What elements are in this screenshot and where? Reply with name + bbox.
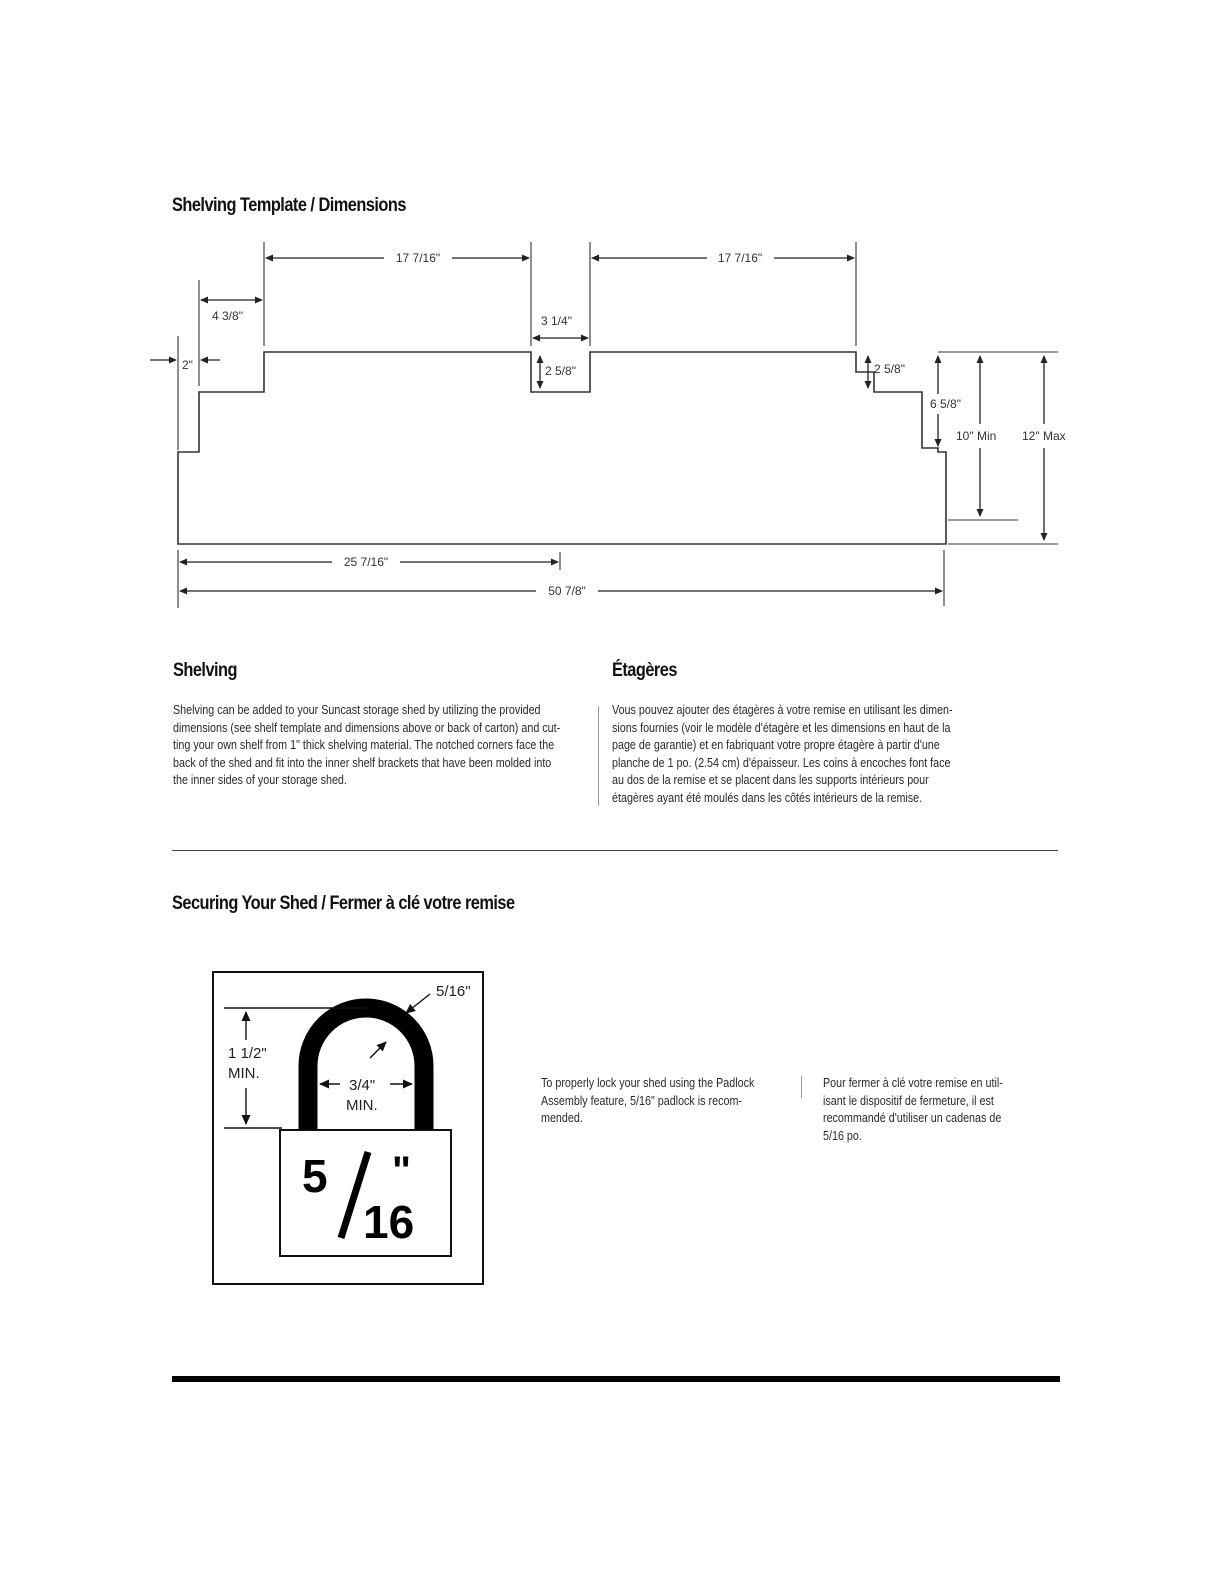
text-line: Assembly feature, 5/16" padlock is recom- (541, 1093, 742, 1108)
label-width-value: 3/4" (349, 1077, 376, 1094)
label-notch-h2: 2 5/8" (874, 362, 905, 376)
text-line: back of the shed and fit into the inner shelf brackets that have been molded into (173, 755, 552, 770)
label-depth-step: 6 5/8" (930, 397, 961, 411)
text-line: dimensions (see shelf template and dimensions above or back of carton) and cut- (173, 720, 561, 735)
text-line: To properly lock your shed using the Padlock (541, 1076, 755, 1090)
text-line: sions fournies (voir le modèle d'étagère et les dimensions en haut de la (612, 720, 951, 735)
text-line: mended. (541, 1111, 583, 1125)
padlock-shackle (308, 1008, 424, 1134)
securing-text-en (541, 1075, 754, 1128)
label-top-right: 17 7/16" (717, 251, 763, 265)
padlock-label-denominator: 16 (363, 1196, 415, 1248)
label-shackle-thickness: 5/16" (436, 983, 471, 1000)
label-height-value: 1 1/2" (228, 1045, 267, 1062)
padlock-label-numerator: 5 (302, 1150, 328, 1202)
text-line: Shelving can be added to your Suncast storage shed by utilizing the provided (173, 703, 541, 717)
label-half: 25 7/16" (343, 555, 389, 569)
text-line: au dos de la remise et se placent dans les supports intérieurs pour (612, 773, 929, 787)
dim-line-thickness-outer (406, 994, 430, 1013)
securing-heading: Securing Your Shed / Fermer à clé votre remise (172, 893, 515, 914)
dim-line-thickness-inner (370, 1042, 386, 1058)
label-full: 50 7/8" (548, 584, 586, 598)
label-min: 10" Min (956, 429, 997, 443)
text-line: étagères ayant été moulés dans les côtés intérieurs de la remise. (612, 790, 923, 805)
text-line: planche de 1 po. (2.54 cm) d'épaisseur. Les coins à encoches font face (612, 755, 951, 770)
column-divider (801, 1076, 802, 1098)
text-line: ting your own shelf from 1" thick shelving material. The notched corners face the (173, 738, 555, 752)
text-line: Vous pouvez ajouter des étagères à votre remise en utilisant les dimen- (612, 703, 953, 717)
shelving-template-heading: Shelving Template / Dimensions (172, 195, 406, 216)
label-edge: 2" (182, 358, 193, 372)
label-step: 4 3/8" (212, 309, 243, 323)
padlock-label-inch-mark: " (392, 1149, 411, 1193)
label-notch-w: 3 1/4" (541, 314, 572, 328)
text-line: isant le dispositif de fermeture, il est (823, 1093, 994, 1108)
label-top-left: 17 7/16" (395, 251, 441, 265)
text-line: recommandé d'utiliser un cadenas de (823, 1111, 1002, 1125)
text-line: the inner sides of your storage shed. (173, 773, 347, 787)
label-max: 12" Max (1022, 429, 1066, 443)
text-line: 5/16 po. (823, 1128, 862, 1143)
securing-text-fr (823, 1075, 1003, 1145)
label-width-min: MIN. (346, 1097, 378, 1114)
label-notch-h1: 2 5/8" (545, 364, 576, 378)
text-line: page de garantie) et en fabriquant votre propre étagère à partir d'une (612, 738, 940, 752)
footer-rule (172, 1376, 1060, 1382)
text-line: Pour fermer à clé votre remise en util- (823, 1076, 1003, 1090)
shelving-heading-fr: Étagères (612, 660, 677, 681)
shelving-heading-en: Shelving (173, 660, 237, 681)
label-height-min: MIN. (228, 1065, 260, 1082)
